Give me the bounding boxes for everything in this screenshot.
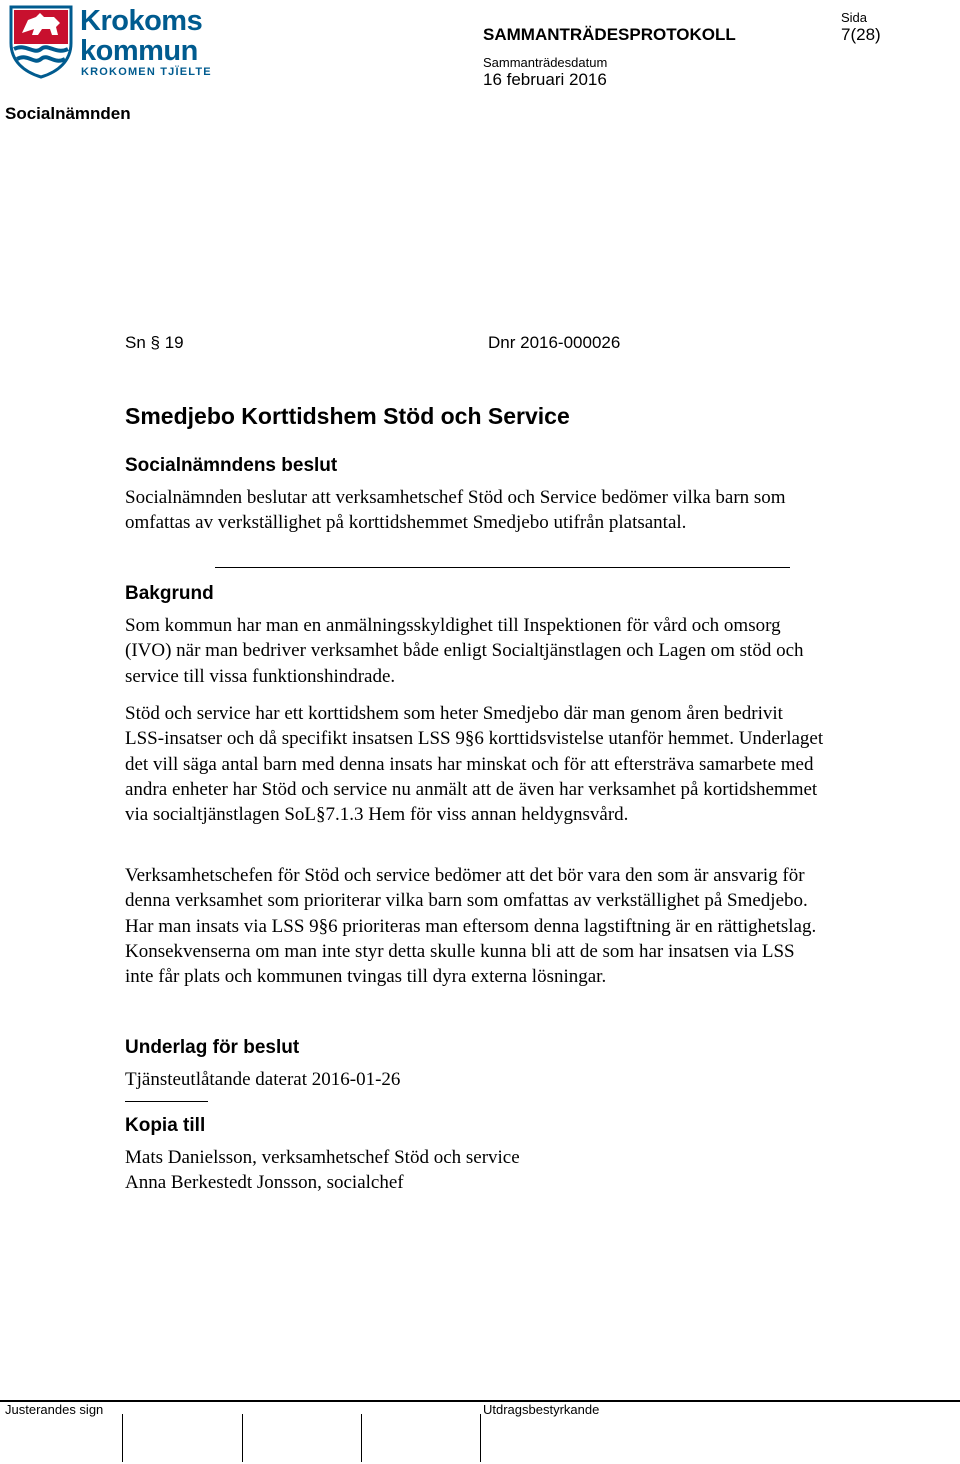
background-heading: Bakgrund (125, 583, 214, 604)
divider (125, 1101, 208, 1102)
excerpt-certification-label: Utdragsbestyrkande (483, 1402, 600, 1417)
divider (215, 567, 790, 568)
copy-heading: Kopia till (125, 1115, 206, 1136)
logo-name-line1: Krokoms (80, 5, 203, 37)
copy-recipient: Mats Danielsson, verksamhetschef Stöd och service (125, 1147, 520, 1168)
page-label: Sida (841, 10, 868, 25)
signature-box-divider (242, 1414, 243, 1462)
municipality-logo (8, 3, 213, 79)
signature-box-divider (480, 1414, 481, 1462)
copy-recipient: Anna Berkestedt Jonsson, socialchef (125, 1172, 404, 1193)
meeting-date-label: Sammanträdesdatum (483, 55, 608, 70)
decision-text: Socialnämnden beslutar att verksamhetschef Stöd och Service bedömer vilka barn som omfattas av verkställighet på korttidshemmet Smedjebo utifrån platsantal. (125, 487, 786, 534)
background-paragraph: Verksamhetschefen för Stöd och service bedömer att det bör vara den som är ansvarig för denna verksamhet som prioriterar vilka barn som omfattas av verkställighet på Smedjebo. Har man insats via LSS 9§6 prioriteras man eftersom denna lagstiftning är en rättighetslag. Konsekvenserna om man inte styr detta skulle kunna bli att de som har insatsen via LSS inte får plats och kommunen tvingas till dyra externa lösningar. (125, 865, 817, 988)
decision-heading: Socialnämndens beslut (125, 455, 338, 476)
adjuster-signature-label: Justerandes sign (5, 1402, 104, 1417)
signature-box-divider (122, 1414, 123, 1462)
basis-text: Tjänsteutlåtande daterat 2016-01-26 (125, 1069, 401, 1090)
meeting-date: 16 februari 2016 (483, 70, 607, 89)
registration-number: Dnr 2016-000026 (488, 333, 621, 352)
footer-divider (0, 1400, 960, 1402)
case-number: Sn § 19 (125, 333, 184, 352)
item-title: Smedjebo Korttidshem Stöd och Service (125, 403, 570, 429)
background-paragraph: Som kommun har man en anmälningsskyldighet till Inspektionen för vård och omsorg (IVO) när man bedriver verksamhet både enligt Socialtjänstlagen och Lagen om stöd och service till vissa funktionshindrade. (125, 615, 804, 687)
basis-heading: Underlag för beslut (125, 1037, 300, 1058)
background-paragraph: Stöd och service har ett korttidshem som heter Smedjebo där man genom åren bedrivit LSS-insatser och då specifikt insatsen LSS 9§6 korttidsvistelse utanför hemmet. Underlaget det vill säga antal barn med denna insats har minskat och för att eftersträva samarbete med andra enheter har Stöd och service nu anmält att de även har verksamhet på kortidshemmet via socialtjänstlagen SoL§7.1.3 Hem för viss annan heldygnsvård. (125, 703, 824, 826)
document-type: SAMMANTRÄDESPROTOKOLL (483, 25, 736, 44)
signature-box-divider (361, 1414, 362, 1462)
municipal-shield-icon (8, 3, 74, 79)
logo-tagline: KROKOMEN TJÏELTE (81, 66, 212, 78)
logo-name-line2: kommun (80, 35, 198, 67)
committee-name: Socialnämnden (5, 104, 131, 123)
page-number: 7(28) (841, 25, 881, 44)
